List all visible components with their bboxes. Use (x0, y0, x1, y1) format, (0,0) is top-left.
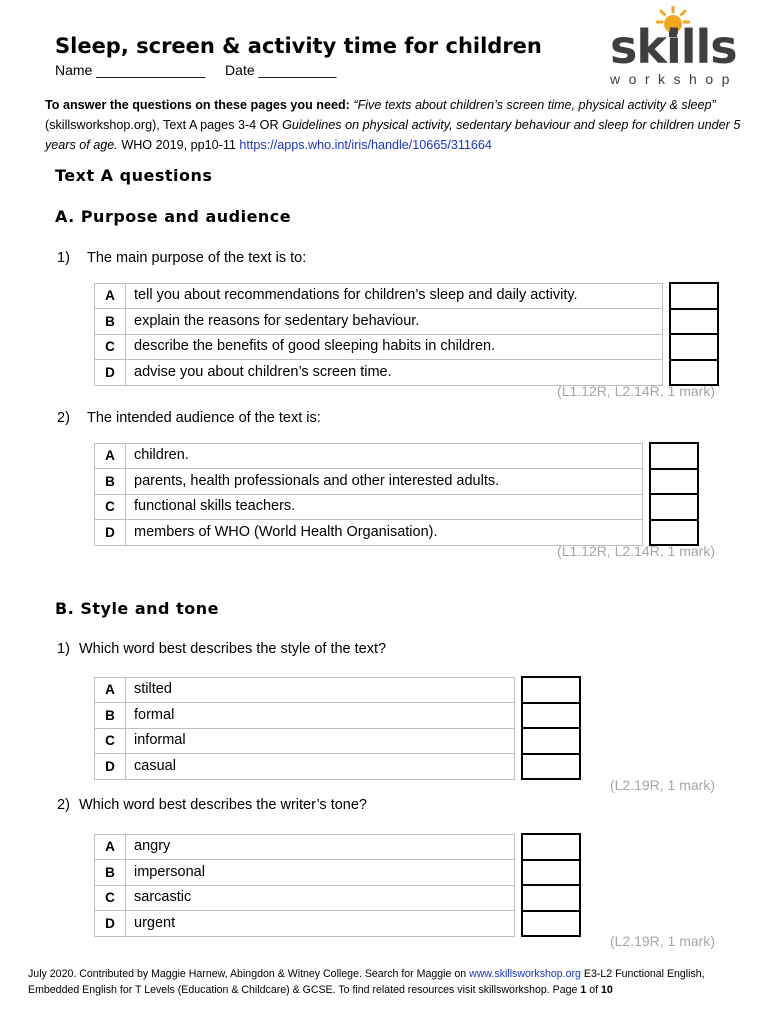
question-number: 1) (57, 641, 70, 657)
option-letter: A (95, 834, 126, 860)
options-table-a1 (94, 282, 719, 386)
question-b2 (57, 797, 367, 813)
option-row (95, 754, 581, 780)
section-text-a: Text A questions (55, 166, 213, 185)
options-table-a2 (94, 442, 699, 546)
option-letter: D (95, 360, 126, 386)
question-text: Which word best describes the style of the text? (79, 641, 387, 657)
section-a-heading: A. Purpose and audience (55, 207, 292, 226)
answer-box[interactable] (522, 834, 580, 860)
option-text: advise you about children’s screen time. (126, 360, 663, 386)
option-row (95, 834, 581, 860)
logo-sub: workshop (610, 71, 738, 87)
mark-note: (L2.19R, 1 mark) (609, 933, 715, 949)
option-text: functional skills teachers. (126, 494, 643, 520)
footer-text-1: July 2020. Contributed by Maggie Harnew, Abingdon & Witney College. Search for Maggie on (28, 968, 467, 980)
option-text: sarcastic (126, 885, 515, 911)
option-letter: C (95, 334, 126, 360)
name-date-line (55, 62, 336, 78)
instructions-title2: Guidelines on physical activity, sedentary behaviour and sleep for children under 5 years of age. (45, 118, 741, 152)
page-title: Sleep, screen & activity time for children (55, 34, 542, 58)
option-row (95, 911, 581, 937)
page-of: of (589, 984, 599, 996)
question-a1 (57, 250, 306, 266)
who-link[interactable]: https://apps.who.int/iris/handle/10665/311664 (239, 138, 492, 152)
answer-box[interactable] (522, 677, 580, 703)
option-letter: C (95, 728, 126, 754)
page-footer (28, 966, 743, 998)
option-text: impersonal (126, 860, 515, 886)
answer-box[interactable] (670, 334, 718, 360)
page-total: 10 (601, 984, 613, 996)
answer-box[interactable] (670, 309, 718, 335)
option-row (95, 520, 699, 546)
option-text: casual (126, 754, 515, 780)
option-row (95, 309, 719, 335)
footer-text-2: E3-L2 Functional English, Embedded English for T Levels (Education & Childcare) & GCSE. To find related resources visit skillsworkshop. (28, 968, 705, 996)
option-row (95, 494, 699, 520)
option-letter: B (95, 703, 126, 729)
answer-box[interactable] (522, 728, 580, 754)
option-text: urgent (126, 911, 515, 937)
instructions-mid1: (skillsworkshop.org), Text A pages 3-4 OR (45, 118, 279, 132)
instructions-mid2: WHO 2019, pp10-11 (121, 138, 236, 152)
instructions (45, 95, 745, 155)
option-row (95, 283, 719, 309)
answer-box[interactable] (670, 360, 718, 386)
name-blank: ______________ (96, 62, 206, 78)
option-letter: D (95, 754, 126, 780)
option-text: formal (126, 703, 515, 729)
page-number: 1 (580, 984, 587, 996)
skills-workshop-logo (600, 4, 750, 92)
mark-note: (L1.12R, L2.14R, 1 mark) (557, 543, 715, 559)
option-letter: D (95, 520, 126, 546)
option-row (95, 860, 581, 886)
logo-word: skills (610, 20, 737, 74)
answer-box[interactable] (650, 520, 698, 546)
question-a2 (57, 410, 321, 426)
option-text: describe the benefits of good sleeping habits in children. (126, 334, 663, 360)
option-letter: A (95, 443, 126, 469)
option-text: informal (126, 728, 515, 754)
section-b-heading: B. Style and tone (55, 599, 219, 618)
option-row (95, 885, 581, 911)
option-row (95, 677, 581, 703)
answer-box[interactable] (650, 469, 698, 495)
question-text: The main purpose of the text is to: (87, 250, 307, 266)
question-b1 (57, 641, 386, 657)
question-number: 2) (57, 797, 70, 813)
option-letter: A (95, 283, 126, 309)
options-table-b2 (94, 833, 581, 937)
option-text: members of WHO (World Health Organisation). (126, 520, 643, 546)
option-letter: B (95, 309, 126, 335)
option-text: angry (126, 834, 515, 860)
answer-box[interactable] (522, 911, 580, 937)
option-row (95, 469, 699, 495)
option-text: children. (126, 443, 643, 469)
option-row (95, 360, 719, 386)
option-letter: C (95, 885, 126, 911)
answer-box[interactable] (522, 885, 580, 911)
question-text: Which word best describes the writer’s tone? (79, 797, 367, 813)
option-row (95, 443, 699, 469)
option-letter: A (95, 677, 126, 703)
page-label: Page (552, 984, 578, 996)
option-letter: C (95, 494, 126, 520)
option-row (95, 728, 581, 754)
option-letter: D (95, 911, 126, 937)
name-label: Name (55, 62, 93, 78)
answer-box[interactable] (650, 443, 698, 469)
option-text: tell you about recommendations for children’s sleep and daily activity. (126, 283, 663, 309)
options-table-b1 (94, 676, 581, 780)
option-text: stilted (126, 677, 515, 703)
option-text: explain the reasons for sedentary behaviour. (126, 309, 663, 335)
footer-link[interactable]: www.skillsworkshop.org (469, 968, 581, 980)
answer-box[interactable] (522, 754, 580, 780)
option-row (95, 703, 581, 729)
question-number: 2) (57, 410, 70, 426)
option-letter: B (95, 860, 126, 886)
option-text: parents, health professionals and other interested adults. (126, 469, 643, 495)
answer-box[interactable] (522, 860, 580, 886)
instructions-title1: “Five texts about children’s screen time, physical activity & sleep” (353, 98, 716, 112)
instructions-lead: To answer the questions on these pages you need: (45, 98, 350, 112)
answer-box[interactable] (670, 283, 718, 309)
answer-box[interactable] (650, 494, 698, 520)
question-text: The intended audience of the text is: (87, 410, 321, 426)
mark-note: (L2.19R, 1 mark) (609, 777, 715, 793)
question-number: 1) (57, 250, 70, 266)
option-letter: B (95, 469, 126, 495)
date-label: Date (225, 62, 255, 78)
answer-box[interactable] (522, 703, 580, 729)
mark-note: (L1.12R, L2.14R, 1 mark) (557, 383, 715, 399)
option-row (95, 334, 719, 360)
date-blank: __________ (258, 62, 337, 78)
